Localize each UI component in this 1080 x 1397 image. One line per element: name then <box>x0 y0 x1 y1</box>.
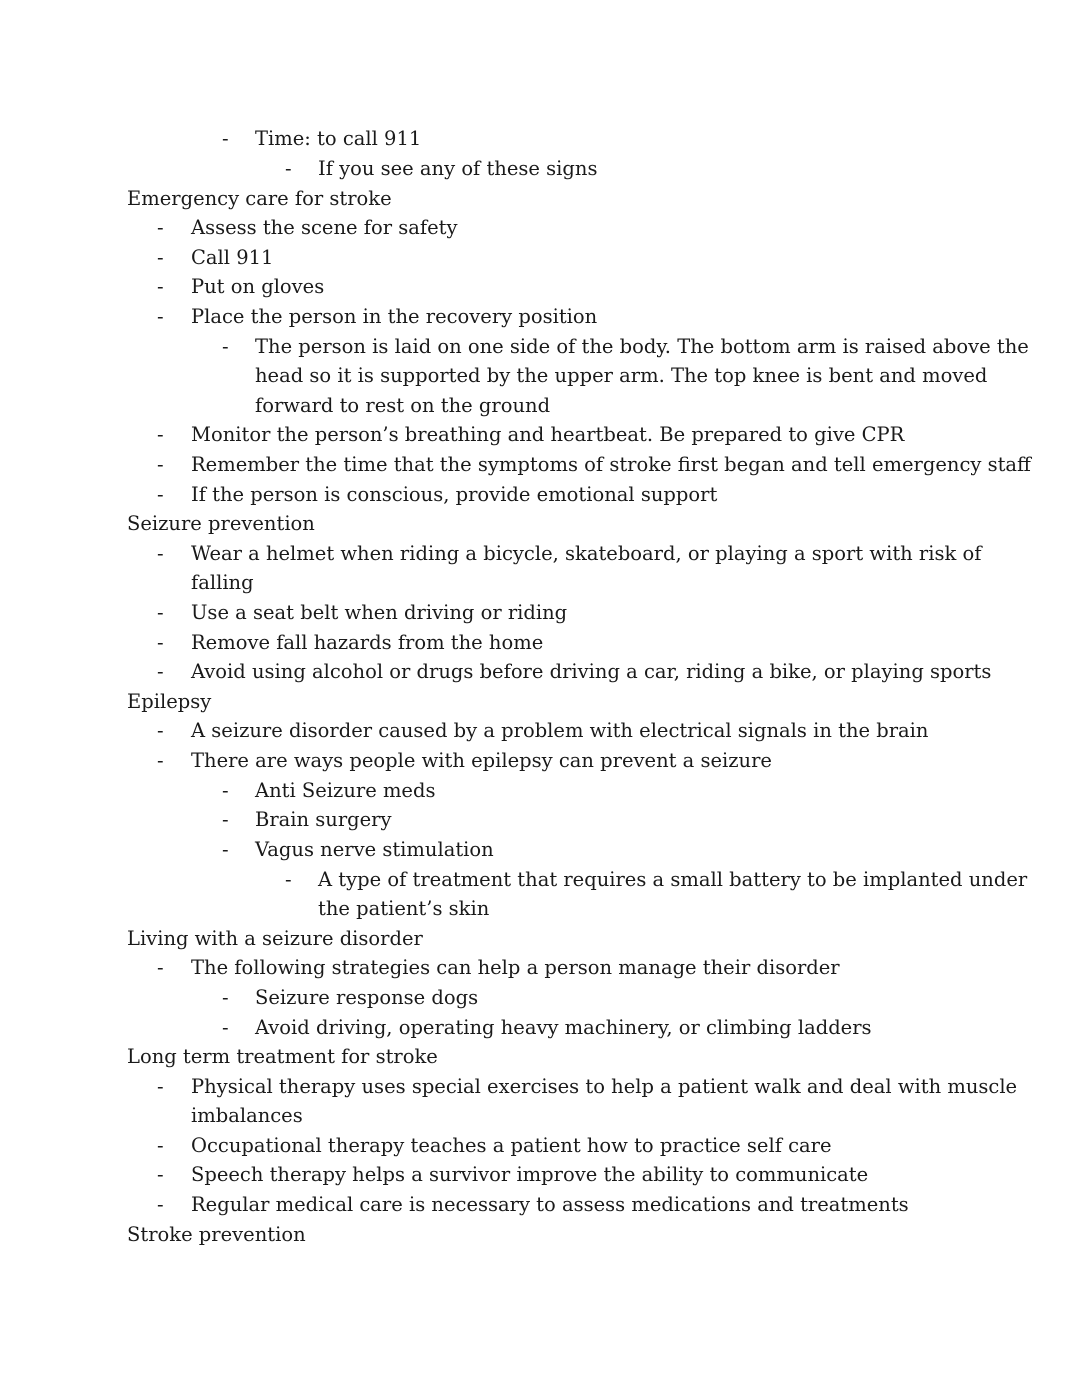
bullet-dash: - <box>157 1193 164 1216</box>
list-item-continuation: falling <box>191 571 254 594</box>
bullet-dash: - <box>157 1163 164 1186</box>
list-item: Call 911 <box>191 246 274 269</box>
bullet-dash: - <box>222 808 229 831</box>
list-item: Physical therapy uses special exercises to help a patient walk and deal with muscle <box>191 1075 1018 1098</box>
recovery-detail-line: head so it is supported by the upper arm. The top knee is bent and moved <box>255 364 988 387</box>
heading-seizure-prevention: Seizure prevention <box>127 512 315 535</box>
bullet-dash: - <box>157 660 164 683</box>
sub-list-item: Avoid driving, operating heavy machinery, or climbing ladders <box>255 1016 872 1039</box>
list-item: Occupational therapy teaches a patient how to practice self care <box>191 1134 832 1157</box>
sub-list-item: Seizure response dogs <box>255 986 479 1009</box>
list-item: Avoid using alcohol or drugs before driving a car, riding a bike, or playing sports <box>191 660 992 683</box>
bullet-dash: - <box>157 275 164 298</box>
heading-stroke-prevention: Stroke prevention <box>127 1223 306 1246</box>
sub-list-item: Vagus nerve stimulation <box>255 838 494 861</box>
bullet-dash: - <box>222 779 229 802</box>
bullet-dash: - <box>157 956 164 979</box>
bullet-dash: - <box>157 483 164 506</box>
sub-list-item: Anti Seizure meds <box>255 779 436 802</box>
bullet-dash: - <box>157 1134 164 1157</box>
list-item: A seizure disorder caused by a problem with electrical signals in the brain <box>191 719 929 742</box>
bullet-dash: - <box>157 453 164 476</box>
vagus-detail-line: A type of treatment that requires a small battery to be implanted under <box>318 868 1028 891</box>
list-item: Put on gloves <box>191 275 325 298</box>
bullet-dash: - <box>157 216 164 239</box>
bullet-dash: - <box>157 749 164 772</box>
heading-epilepsy: Epilepsy <box>127 690 212 713</box>
bullet-dash: - <box>157 601 164 624</box>
bullet-dash: - <box>285 868 292 891</box>
bullet-dash: - <box>222 986 229 1009</box>
bullet-dash: - <box>157 1075 164 1098</box>
time-to-call-item: Time: to call 911 <box>255 127 422 150</box>
bullet-dash: - <box>157 542 164 565</box>
bullet-dash: - <box>222 335 229 358</box>
list-item: There are ways people with epilepsy can prevent a seizure <box>191 749 772 772</box>
recovery-detail-line: The person is laid on one side of the body. The bottom arm is raised above the <box>255 335 1029 358</box>
list-item: The following strategies can help a person manage their disorder <box>191 956 840 979</box>
heading-emergency-care: Emergency care for stroke <box>127 187 392 210</box>
bullet-dash: - <box>157 631 164 654</box>
list-item: Use a seat belt when driving or riding <box>191 601 568 624</box>
list-item: If the person is conscious, provide emotional support <box>191 483 718 506</box>
bullet-dash: - <box>285 157 292 180</box>
list-item: Remove fall hazards from the home <box>191 631 544 654</box>
bullet-dash: - <box>222 838 229 861</box>
recovery-detail-line: forward to rest on the ground <box>255 394 551 417</box>
list-item: Monitor the person’s breathing and heartbeat. Be prepared to give CPR <box>191 423 905 446</box>
bullet-dash: - <box>222 1016 229 1039</box>
list-item-continuation: imbalances <box>191 1104 303 1127</box>
heading-living-with-seizure-disorder: Living with a seizure disorder <box>127 927 423 950</box>
list-item: Remember the time that the symptoms of stroke first began and tell emergency staff <box>191 453 1031 476</box>
list-item: Regular medical care is necessary to assess medications and treatments <box>191 1193 909 1216</box>
heading-long-term-treatment: Long term treatment for stroke <box>127 1045 438 1068</box>
sub-list-item: Brain surgery <box>255 808 392 831</box>
bullet-dash: - <box>222 127 229 150</box>
bullet-dash: - <box>157 719 164 742</box>
time-to-call-subitem: If you see any of these signs <box>318 157 598 180</box>
vagus-detail-line: the patient’s skin <box>318 897 490 920</box>
list-item: Speech therapy helps a survivor improve the ability to communicate <box>191 1163 869 1186</box>
bullet-dash: - <box>157 305 164 328</box>
list-item: Assess the scene for safety <box>191 216 458 239</box>
bullet-dash: - <box>157 246 164 269</box>
bullet-dash: - <box>157 423 164 446</box>
list-item: Wear a helmet when riding a bicycle, skateboard, or playing a sport with risk of <box>191 542 982 565</box>
list-item: Place the person in the recovery position <box>191 305 598 328</box>
